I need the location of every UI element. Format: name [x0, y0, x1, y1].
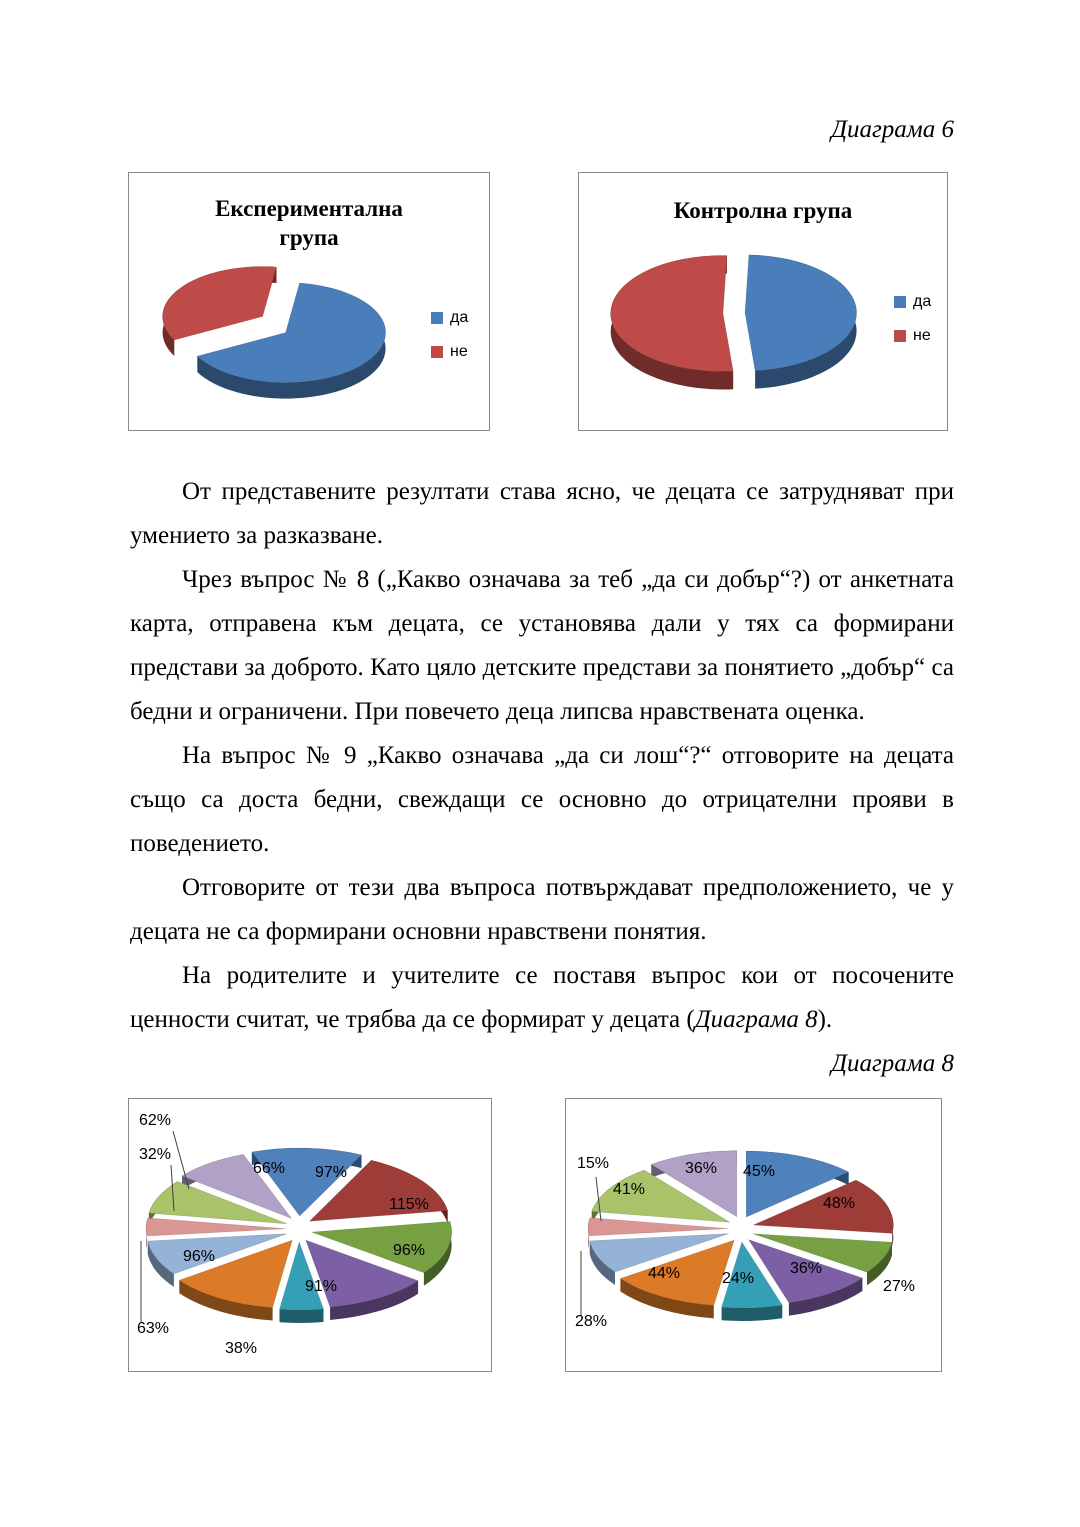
diagram8-left-chart-box [128, 1098, 492, 1372]
slice-label: 91% [304, 1278, 338, 1295]
paragraph [130, 470, 954, 558]
slice-label: 32% [138, 1146, 172, 1163]
text-run: Отговорите от тези два въпроса потвърждават предположението, че у децата не са формирани основни нравствени понятия. [130, 874, 954, 945]
experimental-chart-title: Експериментална група [215, 196, 403, 250]
slice-label: 115% [389, 1196, 429, 1213]
legend-item-ne [431, 343, 468, 361]
legend-swatch-ne [894, 330, 906, 342]
legend-label-da: да [450, 309, 469, 326]
slice-label: 96% [182, 1248, 216, 1265]
legend-label-da: да [913, 293, 932, 310]
experimental-legend [431, 309, 468, 377]
pie-slice-side [280, 1309, 324, 1323]
slice-label: 24% [721, 1270, 755, 1287]
legend-item-da [894, 293, 931, 311]
control-legend [894, 293, 931, 361]
pie-slice [163, 267, 277, 340]
slice-label: 48% [822, 1195, 856, 1212]
legend-label-ne: не [913, 327, 931, 344]
slice-label: 96% [392, 1242, 426, 1259]
body-text [130, 470, 954, 1042]
legend-swatch-ne [431, 346, 443, 358]
legend-item-ne [894, 327, 931, 345]
slice-label: 97% [314, 1164, 348, 1181]
slice-label: 38% [224, 1340, 258, 1357]
slice-label: 36% [684, 1160, 718, 1177]
diagram6-caption: Диаграма 6 [831, 116, 954, 143]
label-leader-line [173, 1131, 189, 1189]
paragraph [130, 734, 954, 866]
slice-label: 45% [742, 1163, 776, 1180]
paragraph [130, 954, 954, 1042]
legend-item-da [431, 309, 468, 327]
slice-label: 66% [252, 1160, 286, 1177]
diagram8-left-pie-chart [129, 1099, 489, 1369]
control-chart-title: Контролна група [673, 198, 853, 223]
diagram8-right-chart-box [565, 1098, 942, 1372]
legend-swatch-da [894, 296, 906, 308]
text-run: От представените резултати става ясно, че децата се затрудняват при умението за разказване. [130, 478, 954, 549]
diagram8-right-pie-chart [566, 1099, 939, 1369]
text-run: На въпрос № 9 „Какво означава „да си лош“?“ отговорите на децата също са доста бедни, свеждащи се основно до отрицателни прояви в поведението. [130, 742, 954, 857]
diagram8-caption: Диаграма 8 [831, 1050, 954, 1077]
text-run: ). [817, 1006, 833, 1033]
slice-label: 44% [647, 1265, 681, 1282]
text-run: На родителите и учителите се поставя въпрос кои от посочените ценности считат, че трябва да се формират у децата ( [130, 962, 954, 1033]
italic-reference: Диаграма 8 [694, 1006, 818, 1033]
control-group-chart-box [578, 172, 948, 431]
slice-label: 36% [789, 1260, 823, 1277]
legend-label-ne: не [450, 343, 468, 360]
paragraph [130, 866, 954, 954]
paragraph [130, 558, 954, 734]
slice-label: 15% [576, 1155, 610, 1172]
slice-label: 62% [138, 1112, 172, 1129]
slice-label: 63% [136, 1320, 170, 1337]
text-run: Чрез въпрос № 8 („Какво означава за теб „да си добър“?) от анкетната карта, отправена към децата, се установява дали у тях са формирани представи за доброто. Като цяло детските представи за понятието „добър“ са бедни и ограничени. При повечето деца липсва нравствената оценка. [130, 566, 954, 725]
slice-label: 28% [574, 1313, 608, 1330]
legend-swatch-da [431, 312, 443, 324]
experimental-group-chart-box [128, 172, 490, 431]
slice-label: 41% [612, 1181, 646, 1198]
slice-label: 27% [882, 1278, 916, 1295]
